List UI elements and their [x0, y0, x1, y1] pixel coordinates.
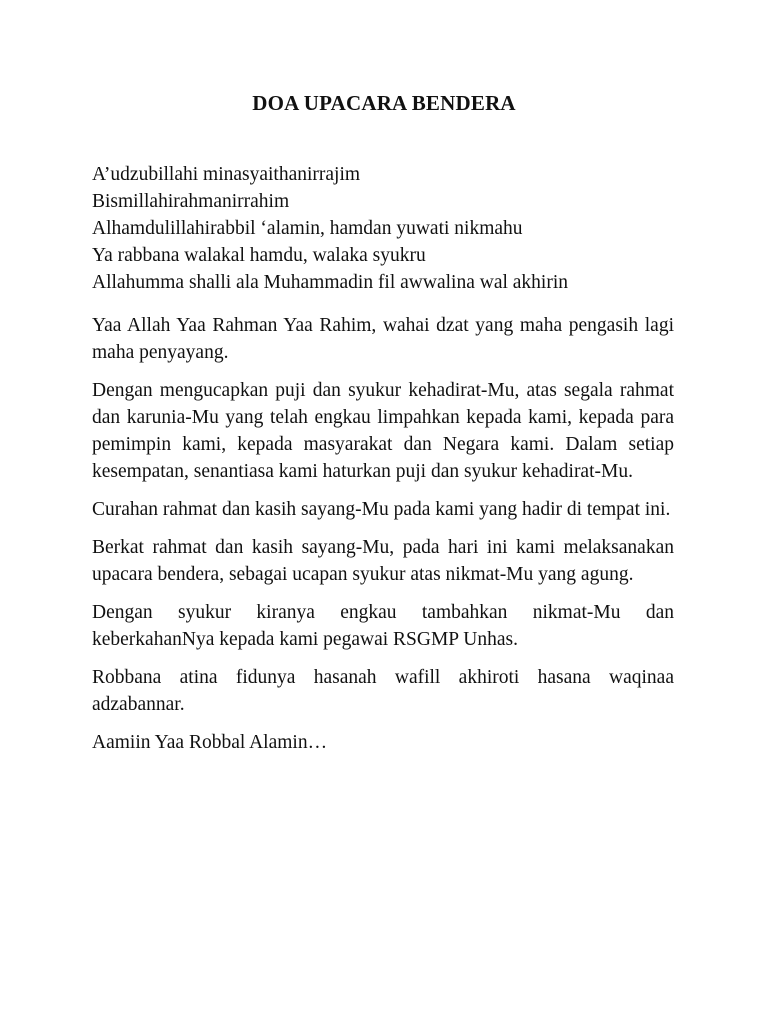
closing-line: Aamiin Yaa Robbal Alamin…	[92, 732, 328, 753]
paragraph: Dengan syukur kiranya engkau tambahkan nikmat-Mu dan keberkahanNya kepada kami pegawai RSGMP Unhas.	[92, 602, 674, 650]
paragraph: Dengan mengucapkan puji dan syukur kehadirat-Mu, atas segala rahmat dan karunia-Mu yang telah engkau limpahkan kepada kami, kepada para pemimpin kami, kepada masyarakat dan Negara kami. Dalam setiap kesempatan, senantiasa kami haturkan puji dan syukur kehadirat-Mu.	[92, 380, 674, 482]
paragraph: Robbana atina fidunya hasanah wafill akhiroti hasana waqinaa adzabannar.	[92, 667, 674, 715]
document-title: DOA UPACARA BENDERA	[252, 91, 516, 115]
paragraph: Yaa Allah Yaa Rahman Yaa Rahim, wahai dzat yang maha pengasih lagi maha penyayang.	[92, 315, 674, 363]
document-body	[92, 161, 674, 756]
opening-prayer-block	[92, 161, 674, 296]
opening-line: Alhamdulillahirabbil ‘alamin, hamdan yuwati nikmahu	[92, 218, 523, 239]
paragraph: Berkat rahmat dan kasih sayang-Mu, pada hari ini kami melaksanakan upacara bendera, sebagai ucapan syukur atas nikmat-Mu yang agung.	[92, 537, 674, 585]
opening-line: Ya rabbana walakal hamdu, walaka syukru	[92, 245, 426, 266]
opening-line: Bismillahirahmanirrahim	[92, 191, 290, 212]
opening-line: Allahumma shalli ala Muhammadin fil awwalina wal akhirin	[92, 272, 568, 293]
paragraph: Curahan rahmat dan kasih sayang-Mu pada kami yang hadir di tempat ini.	[92, 499, 671, 520]
opening-line: A’udzubillahi minasyaithanirrajim	[92, 164, 361, 185]
